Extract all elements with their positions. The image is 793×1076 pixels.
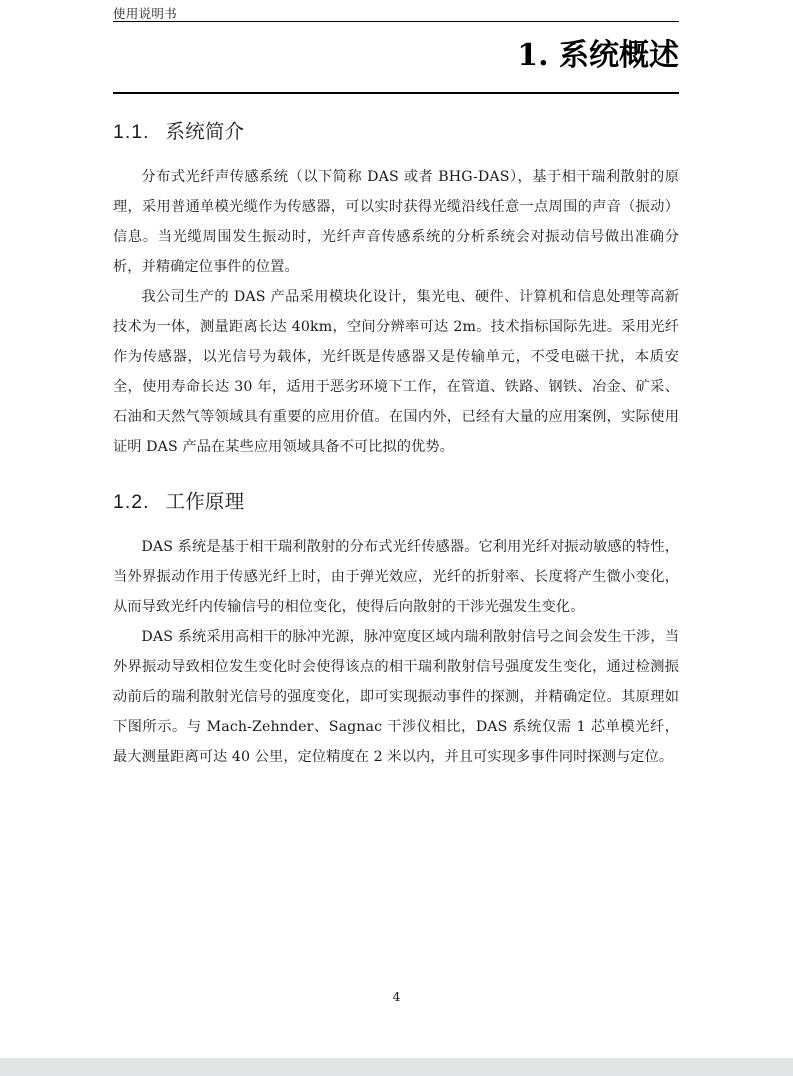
section-number-1-1: 1.1.: [113, 121, 150, 143]
paragraph-1-2-1: DAS 系统是基于相干瑞利散射的分布式光纤传感器。它利用光纤对振动敏感的特性，当外界振动作用于传感光纤上时，由于弹光效应，光纤的折射率、长度将产生微小变化，从而导致光纤内传输信号的相位变化，使得后向散射的干涉光强发生变化。: [113, 539, 679, 615]
section-number-1-2: 1.2.: [113, 491, 150, 513]
paragraph-1-2-2: DAS 系统采用高相干的脉冲光源，脉冲宽度区域内瑞利散射信号之间会发生干涉，当外界振动导致相位发生变化时会使得该点的相干瑞利散射信号强度发生变化，通过检测振动前后的瑞利散射光信号的强度变化，即可实现振动事件的探测，并精确定位。其原理如下图所示。与 Mach-Zehnder、Sagnac 干涉仪相比，DAS 系统仅需 1 芯单模光纤，最大测量距离可达 40 公里，定位精度在 2 米以内，并且可实现多事件同时探测与定位。: [113, 629, 679, 765]
section-title-1-2: 工作原理: [165, 490, 245, 513]
chapter-title: 1. 系统概述: [517, 38, 679, 73]
section-heading-1-1: [113, 118, 679, 146]
document-content: [113, 118, 679, 772]
section-heading-1-2: [113, 488, 679, 516]
chapter-rule-thick: [113, 92, 679, 94]
spacer: [113, 462, 679, 488]
header-rule-thin: [113, 21, 679, 22]
page-number: 4: [392, 989, 401, 1004]
spacer: [113, 146, 679, 162]
spacer: [113, 516, 679, 532]
section-title-1-1: 系统简介: [165, 120, 245, 143]
paragraph-1-1-2: 我公司生产的 DAS 产品采用模块化设计，集光电、硬件、计算机和信息处理等高新技术为一体，测量距离长达 40km，空间分辨率可达 2m。技术指标国际先进。采用光纤作为传感器，以光信号为载体，光纤既是传感器又是传输单元，不受电磁干扰，本质安全，使用寿命长达 30 年，适用于恶劣环境下工作，在管道、铁路、钢铁、冶金、矿采、石油和天然气等领域具有重要的应用价值。在国内外，已经有大量的应用案例，实际使用证明 DAS 产品在某些应用领域具备不可比拟的优势。: [113, 289, 679, 455]
viewer-background: [0, 1058, 793, 1076]
paragraph-1-1-1: 分布式光纤声传感系统（以下简称 DAS 或者 BHG-DAS），基于相干瑞利散射的原理，采用普通单模光缆作为传感器，可以实时获得光缆沿线任意一点周围的声音（振动）信息。当光缆周围发生振动时，光纤声音传感系统的分析系统会对振动信号做出准确分析，并精确定位事件的位置。: [113, 169, 679, 275]
running-header-text: 使用说明书: [113, 6, 178, 21]
running-header: [113, 3, 679, 22]
